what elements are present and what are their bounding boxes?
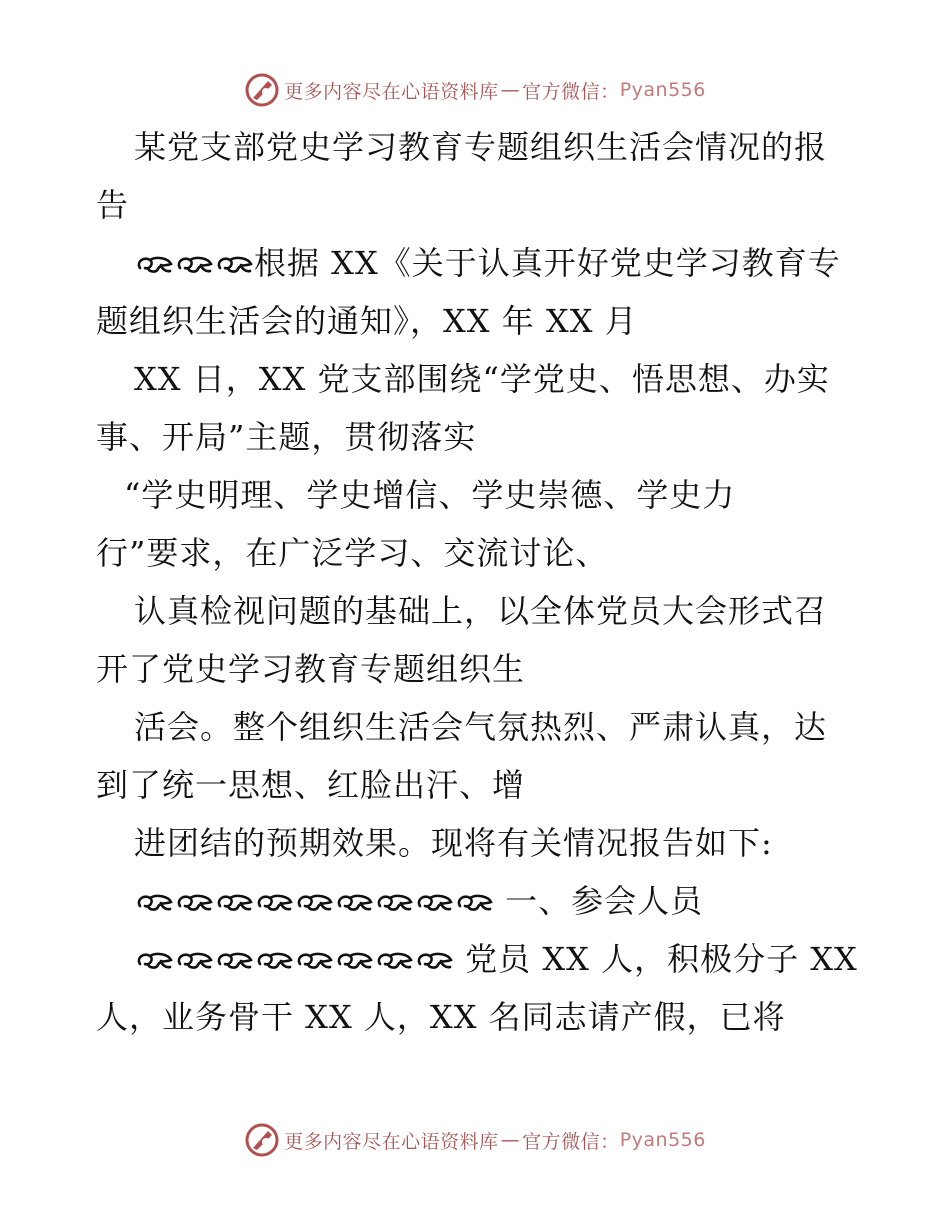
ornament-icon	[254, 890, 294, 914]
ornament-icon	[294, 948, 334, 972]
watermark-text: 更多内容尽在心语资料库	[284, 80, 499, 103]
ornament-icon	[334, 948, 374, 972]
ornament-icon	[174, 890, 214, 914]
ornament-icon	[334, 890, 374, 914]
document-title-line-2: 告	[96, 186, 130, 224]
watermark-label: 官方微信：	[522, 80, 620, 103]
pen-logo-icon	[244, 72, 280, 108]
paragraph-text: 根据 XX《关于认真开好党史学习教育专	[254, 244, 841, 282]
ornament-icon	[414, 948, 454, 972]
paragraph-line: XX 日，XX 党支部围绕“学党史、悟思想、办实	[134, 360, 830, 398]
ornament-icon	[454, 890, 494, 914]
paragraph-line: 活会。整个组织生活会气氛热烈、严肃认真，达	[134, 708, 828, 746]
ornament-icon	[414, 890, 454, 914]
ornament-icon	[374, 948, 414, 972]
document-body	[96, 118, 856, 1046]
footer-watermark	[0, 1120, 950, 1160]
ornament-icon	[374, 890, 414, 914]
paragraph-line: 开了党史学习教育专题组织生	[96, 650, 526, 688]
paragraph-line: 认真检视问题的基础上，以全体党员大会形式召	[134, 592, 828, 630]
pen-logo-icon	[244, 1122, 280, 1158]
watermark-separator: —	[500, 1129, 521, 1151]
ornament-icon	[214, 252, 254, 276]
paragraph-line: 行”要求，在广泛学习、交流讨论、	[96, 534, 609, 572]
ornament-group	[134, 940, 465, 978]
watermark-text: 更多内容尽在心语资料库	[284, 1130, 499, 1153]
watermark-label: 官方微信：	[522, 1130, 620, 1153]
paragraph-line: 进团结的预期效果。现将有关情况报告如下:	[134, 824, 773, 862]
ornament-group	[134, 882, 505, 920]
watermark-account: Pyan556	[619, 79, 706, 101]
ornament-icon	[214, 890, 254, 914]
ornament-icon	[254, 948, 294, 972]
ornament-icon	[174, 252, 214, 276]
paragraph-line	[96, 930, 856, 988]
ornament-icon	[214, 948, 254, 972]
paragraph-line: 题组织生活会的通知》，XX 年 XX 月	[96, 302, 638, 340]
ornament-icon	[174, 948, 214, 972]
ornament-icon	[134, 948, 174, 972]
paragraph-line: 到了统一思想、红脸出汗、增	[96, 766, 526, 804]
watermark-account: Pyan556	[619, 1129, 706, 1151]
paragraph-line: 人，业务骨干 XX 人，XX 名同志请产假，已将	[96, 998, 786, 1036]
watermark-separator: —	[500, 79, 521, 101]
ornament-icon	[134, 252, 174, 276]
section-heading-text: 一、参会人员	[505, 882, 704, 920]
paragraph-line: “学史明理、学史增信、学史崇德、学史力	[124, 476, 736, 514]
ornament-icon	[294, 890, 334, 914]
section-heading	[96, 872, 856, 930]
document-title-line-1: 某党支部党史学习教育专题组织生活会情况的报	[134, 128, 828, 166]
ornament-icon	[134, 890, 174, 914]
header-watermark	[0, 70, 950, 110]
paragraph-line: 事、开局”主题，贯彻落实	[96, 418, 477, 456]
paragraph-line	[96, 234, 856, 292]
paragraph-text: 党员 XX 人，积极分子 XX	[465, 940, 858, 978]
